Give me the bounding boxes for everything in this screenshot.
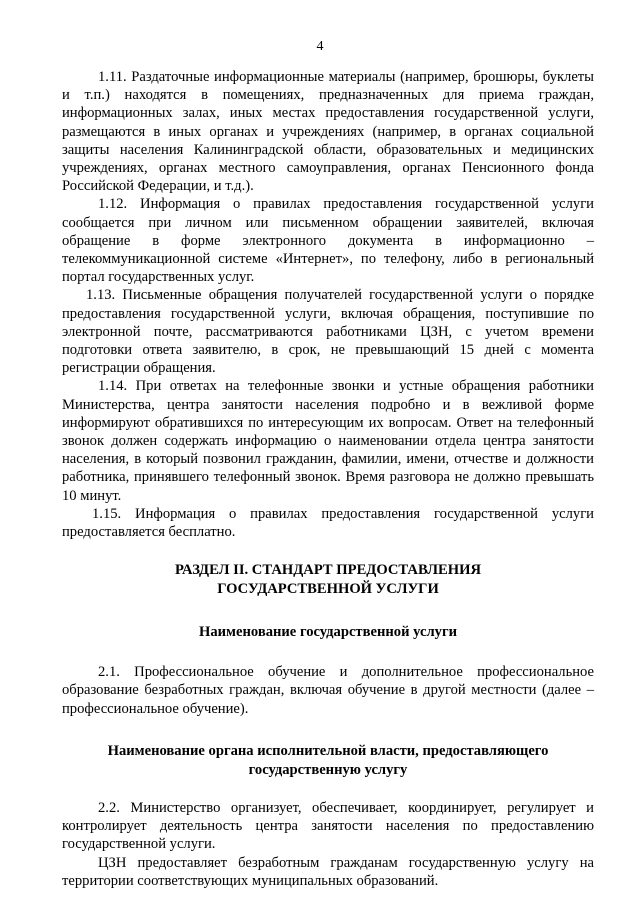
page-content bbox=[62, 68, 594, 890]
section-title-line-1: РАЗДЕЛ II. СТАНДАРТ ПРЕДОСТАВЛЕНИЯ bbox=[175, 562, 481, 579]
paragraph-2-1: 2.1. Профессиональное обучение и дополнительное профессиональное образование безработных граждан, включая обучение в другой местности (далее – профессиональное обучение). bbox=[62, 664, 594, 717]
subsection-heading-authority-line-2: государственную услугу bbox=[248, 761, 408, 778]
paragraph-1-14: 1.14. При ответах на телефонные звонки и устные обращения работники Министерства, центра занятости населения подробно и в вежливой форме информируют обратившихся по интересующим их вопросам. Ответ на телефонный звонок должен содержать информацию о наименовании отдела центра занятости населения, в который позвонил гражданин, фамилии, имени, отчестве и должности работника, принявшего телефонный звонок. Время разговора не должно превышать 10 минут. bbox=[62, 378, 594, 504]
paragraph-1-12: 1.12. Информация о правилах предоставления государственной услуги сообщается при личном или письменном обращении заявителей, включая обращение в форме электронного документа в информационно – телекоммуникационной системе «Интернет», по телефону, либо в региональный портал государственных услуг. bbox=[62, 196, 594, 286]
paragraph-1-11: 1.11. Раздаточные информационные материалы (например, брошюры, буклеты и т.п.) находятся в помещениях, предназначенных для приема граждан, информационных залах, иных местах предоставления государственной услуги, размещаются в иных органах и учреждениях (например, в органах социальной защиты населения Калининградской области, образовательных и медицинских учреждениях, органах местного самоуправления, органах Пенсионного фонда Российской Федерации, и т.д.). bbox=[62, 69, 594, 195]
section-title-line-2: ГОСУДАРСТВЕННОЙ УСЛУГИ bbox=[217, 581, 439, 598]
paragraph-1-13: 1.13. Письменные обращения получателей государственной услуги о порядке предоставления государственной услуги, включая обращения, поступившие по электронной почте, рассматриваются работниками ЦЗН, с учетом времени подготовки ответа заявителю, в срок, не превышающий 15 дней с момента регистрации обращения. bbox=[62, 287, 594, 377]
paragraph-czn: ЦЗН предоставляет безработным гражданам государственную услугу на территории соответствующих муниципальных образований. bbox=[62, 854, 594, 889]
paragraph-1-15: 1.15. Информация о правилах предоставления государственной услуги предоставляется бесплатно. bbox=[62, 505, 594, 541]
subsection-heading-authority bbox=[62, 742, 594, 780]
page-number: 4 bbox=[316, 39, 324, 54]
subsection-heading-authority-line-1: Наименование органа исполнительной власти, предоставляющего bbox=[107, 742, 549, 759]
subsection-heading-service-name: Наименование государственной услуги bbox=[199, 624, 457, 641]
section-title bbox=[62, 561, 594, 599]
paragraph-2-2: 2.2. Министерство организует, обеспечивает, координирует, регулирует и контролирует деятельность центра занятости населения по предоставлению государственной услуги. bbox=[62, 799, 594, 853]
